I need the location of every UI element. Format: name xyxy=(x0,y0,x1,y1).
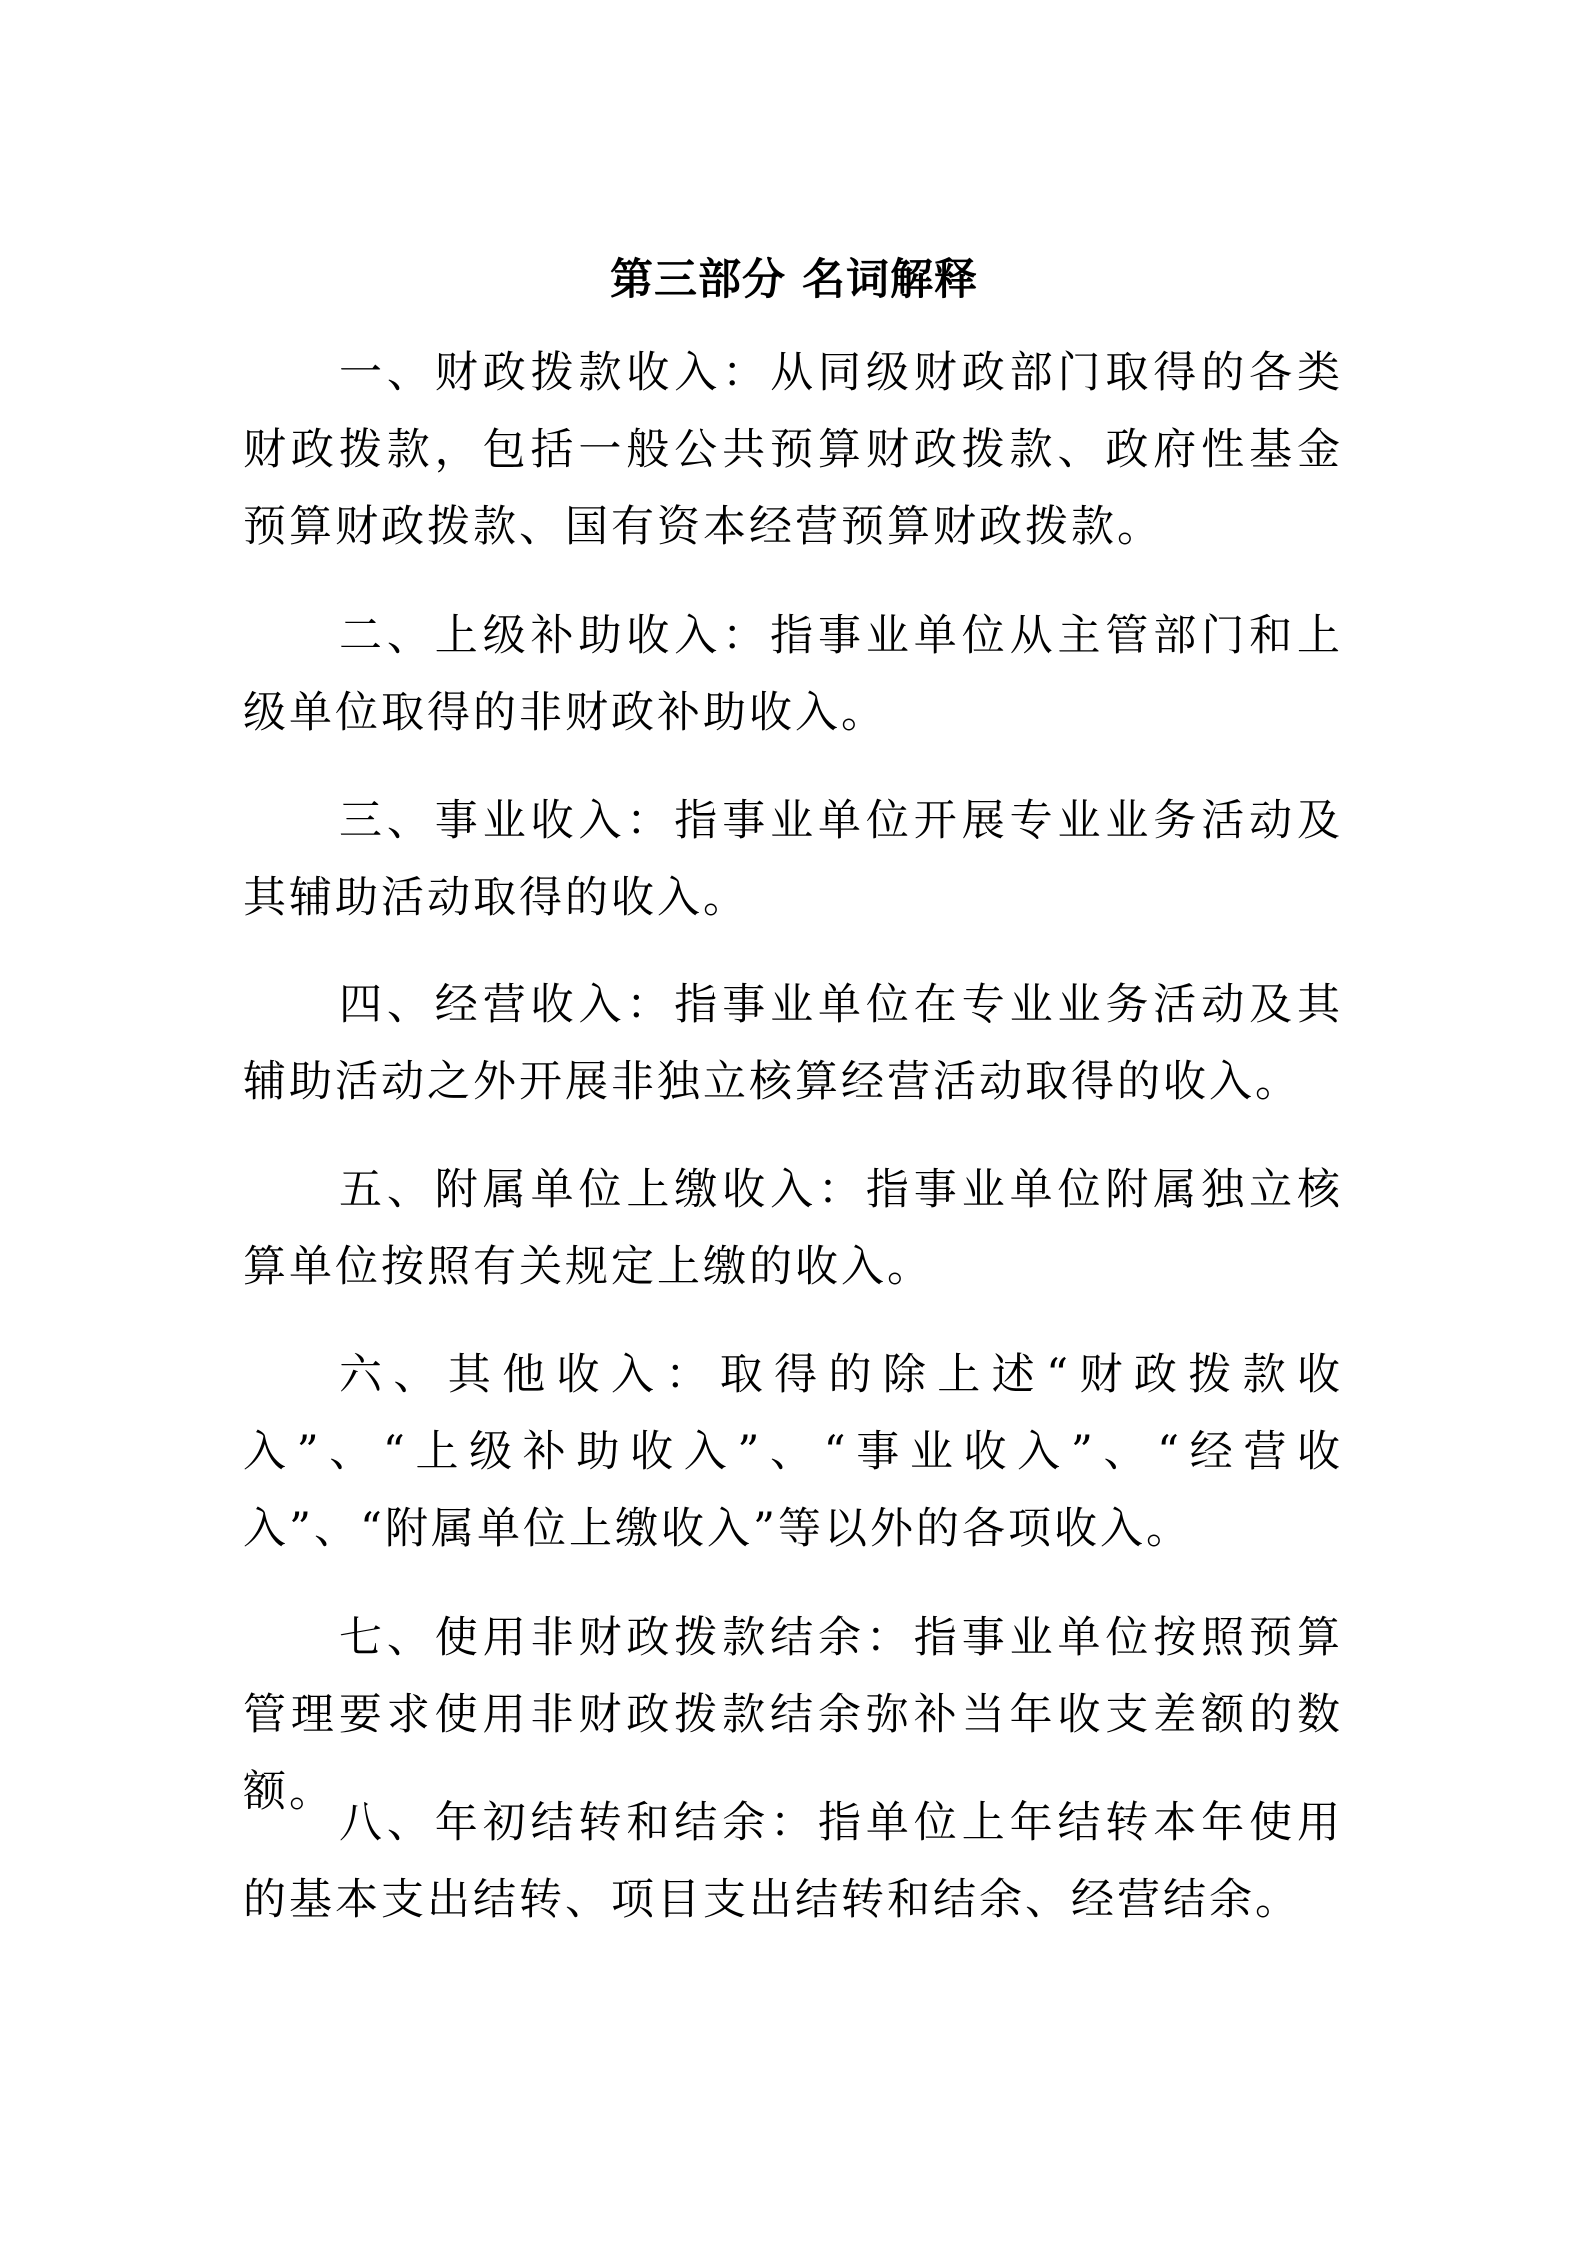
paragraph-other-income: 六、其他收入：取得的除上述“财政拨款收入”、“上级补助收入”、“事业收入”、“经营收入”、“附属单位上缴收入”等以外的各项收入。 xyxy=(243,1350,1343,1554)
paragraph-non-financial-surplus-use: 七、使用非财政拨款结余：指事业单位按照预算管理要求使用非财政拨款结余弥补当年收支差额的数额。 xyxy=(243,1613,1343,1817)
paragraph-superior-subsidy-income: 二、上级补助收入：指事业单位从主管部门和上级单位取得的非财政补助收入。 xyxy=(243,611,1343,738)
paragraph-business-income: 三、事业收入：指事业单位开展专业业务活动及其辅助活动取得的收入。 xyxy=(243,796,1343,923)
paragraph-financial-appropriation-income: 一、财政拨款收入：从同级财政部门取得的各类财政拨款，包括一般公共预算财政拨款、政府性基金预算财政拨款、国有资本经营预算财政拨款。 xyxy=(243,348,1343,552)
paragraph-affiliated-unit-remittance-income: 五、附属单位上缴收入：指事业单位附属独立核算单位按照有关规定上缴的收入。 xyxy=(243,1165,1343,1292)
page-title: 第三部分 名词解释 xyxy=(610,255,978,305)
paragraph-operating-income: 四、经营收入：指事业单位在专业业务活动及其辅助活动之外开展非独立核算经营活动取得的收入。 xyxy=(243,980,1343,1107)
paragraph-beginning-carryover-and-surplus: 八、年初结转和结余：指单位上年结转本年使用的基本支出结转、项目支出结转和结余、经营结余。 xyxy=(243,1798,1343,1925)
